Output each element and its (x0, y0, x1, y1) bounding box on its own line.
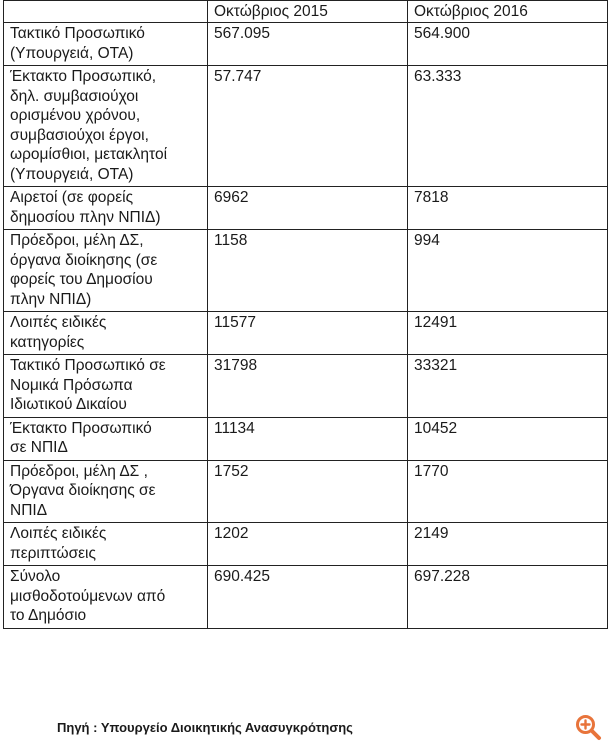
value-oct-2015: 57.747 (208, 66, 408, 187)
table-row (4, 417, 608, 460)
table-row (4, 460, 608, 523)
value-oct-2015: 1158 (208, 230, 408, 312)
value-oct-2015: 11577 (208, 312, 408, 355)
value-oct-2016: 10452 (408, 417, 608, 460)
row-label: Αιρετοί (σε φορείς δημοσίου πλην ΝΠΙΔ) (4, 187, 208, 230)
table-row (4, 66, 608, 187)
value-oct-2015: 1202 (208, 523, 408, 566)
value-oct-2016: 33321 (408, 355, 608, 418)
header-oct-2015: Οκτώβριος 2015 (208, 1, 408, 23)
table-row (4, 312, 608, 355)
table-row (4, 355, 608, 418)
zoom-in-icon (573, 712, 603, 742)
row-label: Λοιπές ειδικές περιπτώσεις (4, 523, 208, 566)
row-label: Σύνολο μισθοδοτούμενων από το Δημόσιο (4, 566, 208, 629)
value-oct-2016: 1770 (408, 460, 608, 523)
value-oct-2016: 564.900 (408, 23, 608, 66)
source-note: Πηγή : Υπουργείο Διοικητικής Ανασυγκρότησης (57, 720, 353, 735)
value-oct-2015: 1752 (208, 460, 408, 523)
value-oct-2016: 7818 (408, 187, 608, 230)
zoom-button[interactable] (573, 712, 603, 742)
value-oct-2016: 994 (408, 230, 608, 312)
row-label: Τακτικό Προσωπικό (Υπουργειά, ΟΤΑ) (4, 23, 208, 66)
row-label: Τακτικό Προσωπικό σε Νομικά Πρόσωπα Ιδιωτικού Δικαίου (4, 355, 208, 418)
table-row-total (4, 566, 608, 629)
row-label: Έκτακτο Προσωπικό, δηλ. συμβασιούχοι ορισμένου χρόνου, συμβασιούχοι έργοι, ωρομίσθιοι, μετακλητοί (Υπουργειά, ΟΤΑ) (4, 66, 208, 187)
table-row (4, 187, 608, 230)
table-row (4, 523, 608, 566)
staff-table-container (3, 0, 607, 629)
value-oct-2016: 63.333 (408, 66, 608, 187)
row-label: Λοιπές ειδικές κατηγορίες (4, 312, 208, 355)
table-row (4, 230, 608, 312)
value-oct-2016: 2149 (408, 523, 608, 566)
value-oct-2015: 6962 (208, 187, 408, 230)
row-label: Πρόεδροι, μέλη ΔΣ, όργανα διοίκησης (σε φορείς του Δημοσίου πλην ΝΠΙΔ) (4, 230, 208, 312)
header-row (4, 1, 608, 23)
value-oct-2015: 690.425 (208, 566, 408, 629)
value-oct-2015: 567.095 (208, 23, 408, 66)
row-label: Έκτακτο Προσωπικό σε ΝΠΙΔ (4, 417, 208, 460)
value-oct-2015: 11134 (208, 417, 408, 460)
value-oct-2016: 12491 (408, 312, 608, 355)
value-oct-2015: 31798 (208, 355, 408, 418)
header-oct-2016: Οκτώβριος 2016 (408, 1, 608, 23)
header-category (4, 1, 208, 23)
table-row (4, 23, 608, 66)
staff-table (3, 0, 608, 629)
row-label: Πρόεδροι, μέλη ΔΣ , Όργανα διοίκησης σε ΝΠΙΔ (4, 460, 208, 523)
value-oct-2016: 697.228 (408, 566, 608, 629)
